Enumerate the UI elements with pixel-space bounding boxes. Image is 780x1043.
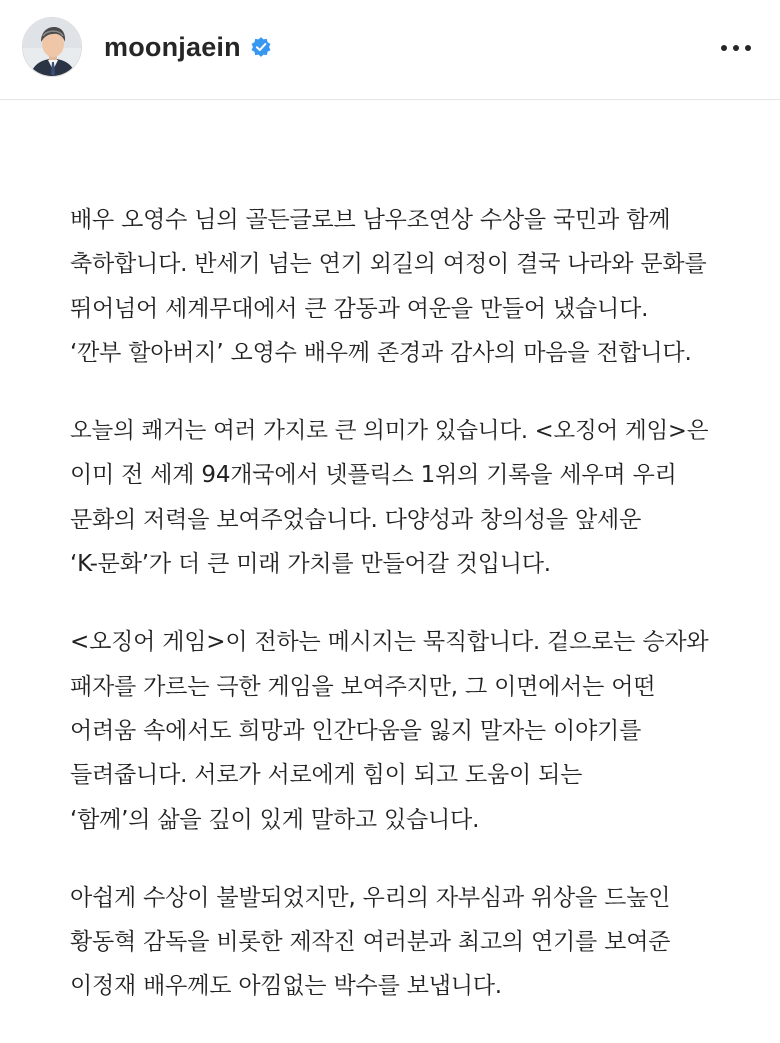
caption-line: 들려줍니다. 서로가 서로에게 힘이 되고 도움이 되는 bbox=[70, 762, 583, 789]
caption-paragraph bbox=[70, 620, 720, 841]
caption-line: 배우 오영수 님의 골든글로브 남우조연상 수상을 국민과 함께 bbox=[70, 207, 671, 233]
caption-line: 문화의 저력을 보여주었습니다. 다양성과 창의성을 앞세운 bbox=[70, 506, 642, 533]
caption-line: ‘깐부 할아버지’ 오영수 배우께 존경과 감사의 마음을 전합니다. bbox=[70, 339, 692, 366]
caption-line: 뛰어넘어 세계무대에서 큰 감동과 여운을 만들어 냈습니다. bbox=[70, 295, 649, 322]
caption-line: 이정재 배우께도 아낌없는 박수를 보냅니다. bbox=[70, 973, 502, 1000]
avatar[interactable] bbox=[22, 17, 82, 77]
verified-badge-icon bbox=[250, 36, 272, 58]
profile-photo bbox=[23, 18, 82, 77]
caption-paragraph bbox=[70, 876, 720, 1009]
caption-line: 아쉽게 수상이 불발되었지만, 우리의 자부심과 위상을 드높인 bbox=[70, 884, 671, 911]
caption-line: 어려움 속에서도 희망과 인간다움을 잃지 말자는 이야기를 bbox=[70, 717, 642, 744]
caption-line: ‘K-문화’가 더 큰 미래 가치를 만들어갈 것입니다. bbox=[70, 551, 551, 578]
post-header bbox=[0, 0, 780, 100]
caption-paragraph bbox=[70, 198, 720, 375]
caption-line: ‘함께’의 삶을 깊이 있게 말하고 있습니다. bbox=[70, 806, 480, 833]
caption-line: 축하합니다. 반세기 넘는 연기 외길의 여정이 결국 나라와 문화를 bbox=[70, 251, 707, 278]
caption-line: <오징어 게임>이 전하는 메시지는 묵직합니다. 겉으로는 승자와 bbox=[70, 629, 709, 656]
username[interactable]: moonjaein bbox=[104, 32, 241, 62]
caption-paragraph bbox=[70, 409, 720, 586]
caption-line: 황동혁 감독을 비롯한 제작진 여러분과 최고의 연기를 보여준 bbox=[70, 929, 671, 956]
caption-line: 오늘의 쾌거는 여러 가지로 큰 의미가 있습니다. <오징어 게임>은 bbox=[70, 418, 709, 445]
caption-line: 패자를 가르는 극한 게임을 보여주지만, 그 이면에서는 어떤 bbox=[70, 673, 656, 700]
caption-line: 이미 전 세계 94개국에서 넷플릭스 1위의 기록을 세우며 우리 bbox=[70, 462, 677, 489]
post-caption bbox=[70, 198, 720, 1043]
more-options-icon[interactable] bbox=[718, 36, 754, 60]
